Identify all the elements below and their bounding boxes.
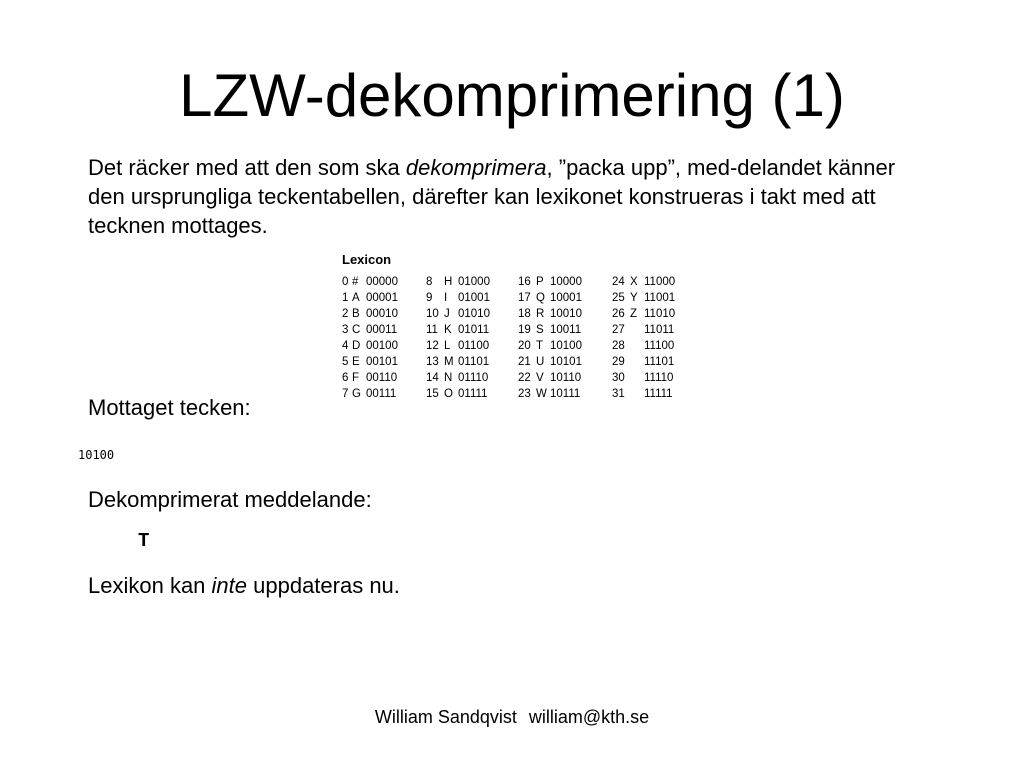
lexicon-code: 10010 (550, 308, 582, 320)
note-paragraph (88, 572, 400, 600)
lexicon-code: 01001 (458, 292, 490, 304)
lexicon-char: # (352, 276, 359, 288)
intro-emphasis: dekomprimera (405, 155, 547, 180)
lexicon-index: 3 (342, 324, 349, 336)
lexicon-code: 10110 (550, 372, 582, 384)
lexicon-char: W (536, 388, 547, 400)
note-text-start: Lexikon kan (88, 573, 212, 598)
lexicon-code: 11010 (644, 308, 676, 320)
intro-text-start: Det räcker med att den som ska (88, 155, 406, 180)
lexicon-char: D (352, 340, 361, 352)
lexicon-code: 10100 (550, 340, 582, 352)
lexicon-code: 01110 (458, 372, 489, 384)
lexicon-row (340, 306, 700, 322)
footer (0, 706, 1024, 728)
lexicon-index: 18 (518, 308, 531, 320)
lexicon-code: 01101 (458, 356, 490, 368)
decompressed-value: T (138, 530, 150, 552)
lexicon-row (340, 354, 700, 370)
lexicon-index: 6 (342, 372, 349, 384)
lexicon-char: F (352, 372, 360, 384)
lexicon-char: U (536, 356, 545, 368)
lexicon-code: 10000 (550, 276, 582, 288)
lexicon-index: 13 (426, 356, 439, 368)
slide-title: LZW-dekomprimering (1) (179, 62, 845, 129)
lexicon-title: Lexicon (342, 252, 392, 267)
lexicon-index: 20 (518, 340, 531, 352)
lexicon-index: 0 (342, 276, 349, 288)
lexicon-index: 31 (612, 388, 625, 400)
lexicon-row (340, 274, 700, 290)
lexicon-code: 00110 (366, 372, 398, 384)
lexicon-char: J (444, 308, 450, 320)
lexicon-char: N (444, 372, 453, 384)
note-emphasis: inte (211, 573, 248, 598)
lexicon-index: 24 (612, 276, 625, 288)
lexicon-code: 00010 (366, 308, 398, 320)
lexicon-row (340, 338, 700, 354)
lexicon-char: K (444, 324, 452, 336)
lexicon-index: 26 (612, 308, 625, 320)
lexicon-code: 00001 (366, 292, 398, 304)
lexicon-row (340, 290, 700, 306)
lexicon-char: O (444, 388, 453, 400)
lexicon-code: 10011 (550, 324, 582, 336)
lexicon-char: X (630, 276, 638, 288)
lexicon-code: 10001 (550, 292, 582, 304)
received-code: 10100 (78, 448, 115, 462)
lexicon-char: C (352, 324, 361, 336)
lexicon-index: 14 (426, 372, 439, 384)
lexicon-index: 21 (518, 356, 531, 368)
lexicon-code: 11111 (644, 388, 673, 400)
lexicon-index: 29 (612, 356, 625, 368)
lexicon-char: E (352, 356, 360, 368)
lexicon-index: 23 (518, 388, 531, 400)
lexicon-code: 11100 (644, 340, 675, 352)
decompressed-label: Dekomprimerat meddelande: (88, 487, 372, 512)
lexicon-index: 15 (426, 388, 439, 400)
lexicon-code: 01111 (458, 388, 488, 400)
lexicon-code: 10101 (550, 356, 582, 368)
lexicon-index: 7 (342, 388, 349, 400)
lexicon-code: 11000 (644, 276, 676, 288)
lexicon-index: 2 (342, 308, 349, 320)
lexicon-index: 9 (426, 292, 433, 304)
lexicon-char: A (352, 292, 360, 304)
footer-author: William Sandqvist (374, 707, 517, 727)
lexicon-char: L (444, 340, 451, 352)
lexicon-code: 11110 (644, 372, 674, 384)
lexicon-index: 5 (342, 356, 349, 368)
lexicon-char: V (536, 372, 544, 384)
lexicon-table (340, 252, 700, 402)
lexicon-char: T (536, 340, 544, 352)
lexicon-index: 22 (518, 372, 531, 384)
lexicon-char: Z (630, 308, 638, 320)
lexicon-char: Q (536, 292, 545, 304)
lexicon-index: 12 (426, 340, 439, 352)
lexicon-row (340, 386, 700, 402)
lexicon-code: 01000 (458, 276, 490, 288)
lexicon-index: 30 (612, 372, 625, 384)
lexicon-code: 01010 (458, 308, 490, 320)
lexicon-char: H (444, 276, 453, 288)
lexicon-code: 00100 (366, 340, 398, 352)
lexicon-code: 00000 (366, 276, 398, 288)
lexicon-index: 11 (426, 324, 438, 336)
lexicon-char: Y (630, 292, 638, 304)
lexicon-code: 10111 (550, 388, 581, 400)
lexicon-code: 11001 (644, 292, 676, 304)
lexicon-row (340, 370, 700, 386)
lexicon-char: S (536, 324, 544, 336)
lexicon-code: 11011 (644, 324, 675, 336)
lexicon-char: G (352, 388, 361, 400)
lexicon-index: 1 (342, 292, 349, 304)
lexicon-index: 27 (612, 324, 625, 336)
lexicon-char: P (536, 276, 544, 288)
lexicon-index: 17 (518, 292, 531, 304)
lexicon-index: 4 (342, 340, 349, 352)
lexicon-code: 00011 (366, 324, 398, 336)
lexicon-index: 19 (518, 324, 531, 336)
received-label: Mottaget tecken: (88, 395, 251, 420)
lexicon-index: 25 (612, 292, 625, 304)
lexicon-code: 00111 (366, 388, 397, 400)
lexicon-char: I (444, 292, 448, 304)
lexicon-index: 28 (612, 340, 625, 352)
lexicon-char: M (444, 356, 454, 368)
lexicon-code: 01011 (458, 324, 490, 336)
note-text-end: uppdateras nu. (247, 573, 400, 598)
lexicon-code: 01100 (458, 340, 490, 352)
intro-text-end: , ”packa upp”, med-delandet känner den ursprungliga teckentabellen, därefter kan lexikonet konstrueras i takt med att tecknen mottages. (88, 155, 896, 238)
intro-paragraph (88, 153, 928, 240)
lexicon-index: 16 (518, 276, 531, 288)
lexicon-code: 00101 (366, 356, 398, 368)
lexicon-char: R (536, 308, 545, 320)
lexicon-index: 8 (426, 276, 433, 288)
lexicon-index: 10 (426, 308, 439, 320)
lexicon-char: B (352, 308, 360, 320)
lexicon-code: 11101 (644, 356, 675, 368)
footer-email: william@kth.se (528, 707, 650, 727)
lexicon-row (340, 322, 700, 338)
